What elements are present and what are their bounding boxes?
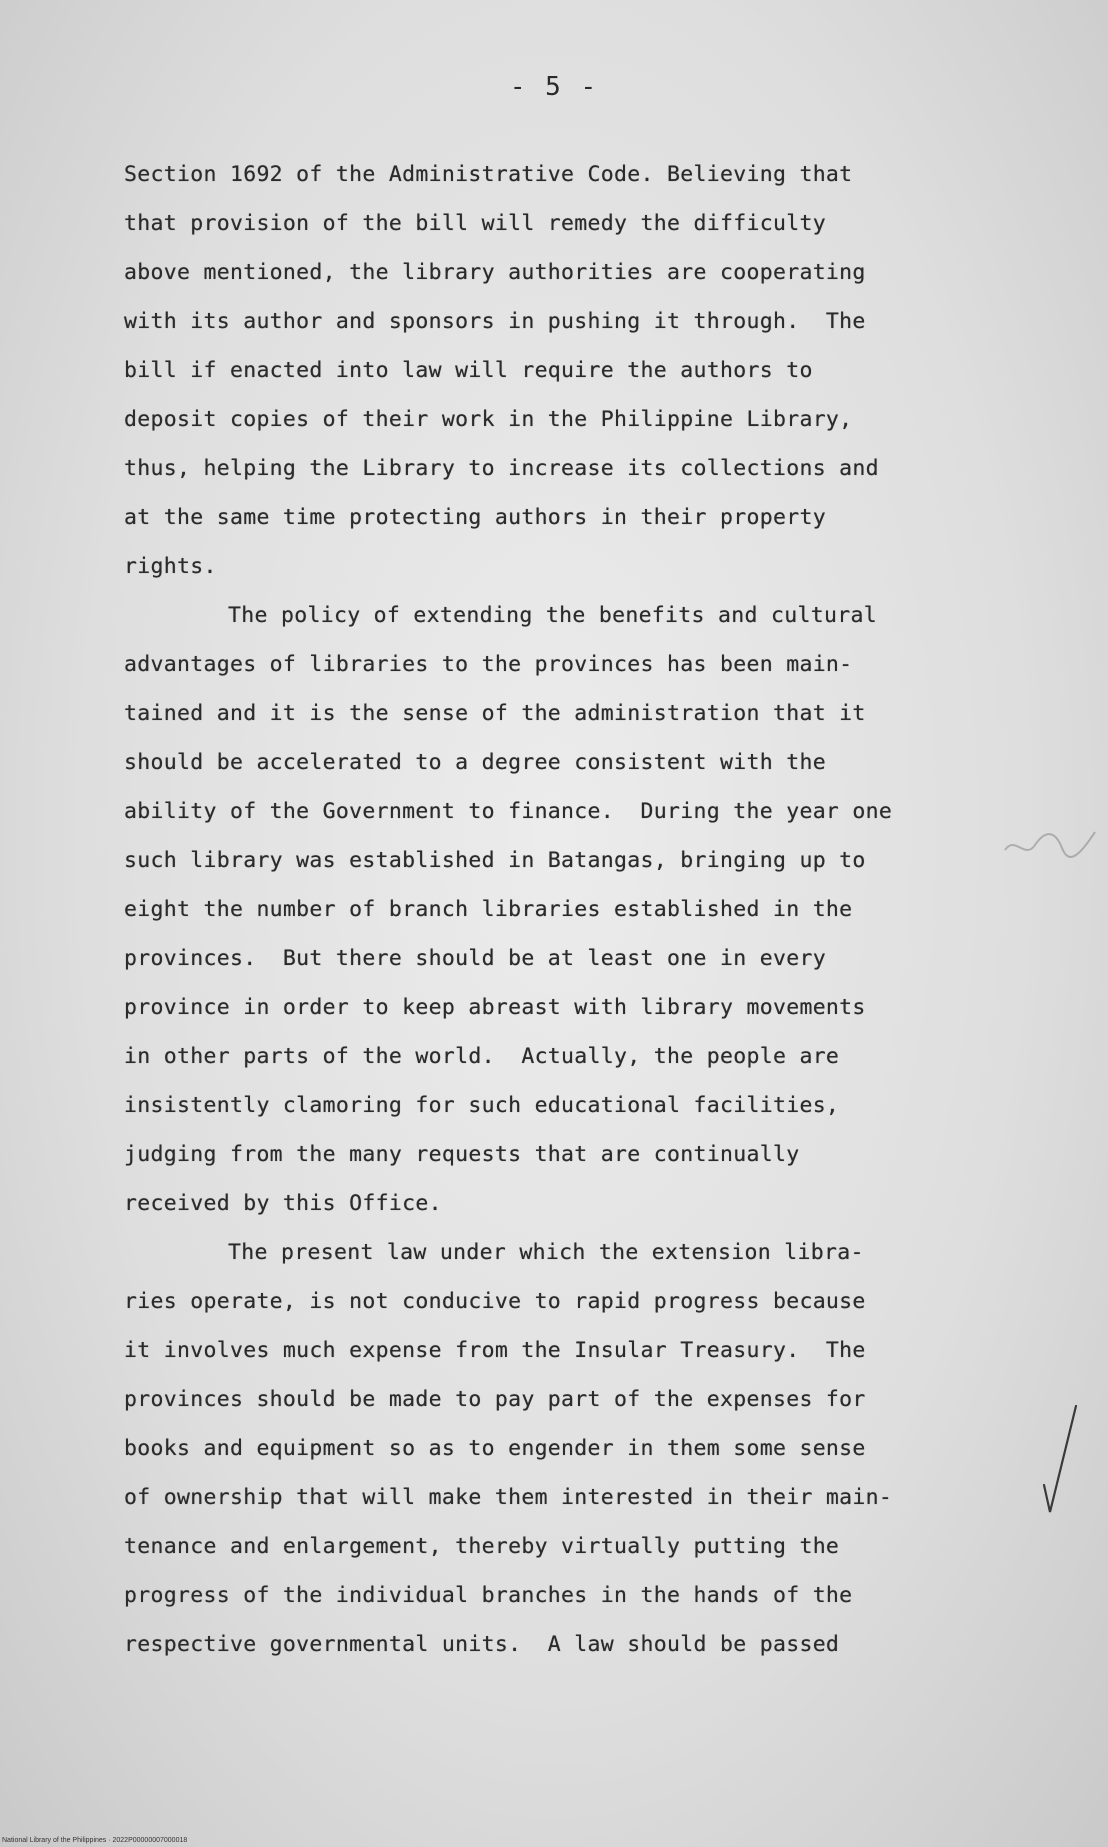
text-line: above mentioned, the library authorities are cooperating (124, 260, 866, 285)
text-line: that provision of the bill will remedy the difficulty (124, 211, 826, 236)
text-line: ability of the Government to finance. During the year one (124, 799, 893, 824)
checkmark-icon (1040, 1400, 1080, 1520)
text-line: tained and it is the sense of the administration that it (124, 701, 866, 726)
text-line: in other parts of the world. Actually, the people are (124, 1044, 840, 1069)
text-line: provinces should be made to pay part of the expenses for (124, 1387, 866, 1412)
text-line: received by this Office. (124, 1191, 442, 1216)
text-line: judging from the many requests that are continually (124, 1142, 800, 1167)
text-line: advantages of libraries to the provinces has been main- (124, 652, 853, 677)
text-line: it involves much expense from the Insular Treasury. The (124, 1338, 866, 1363)
text-line: progress of the individual branches in the hands of the (124, 1583, 853, 1608)
text-line: books and equipment so as to engender in them some sense (124, 1436, 866, 1461)
footer-credit: National Library of the Philippines · 2022P00000007000018 (2, 1837, 188, 1844)
text-line: insistently clamoring for such educational facilities, (124, 1093, 840, 1118)
text-line: deposit copies of their work in the Philippine Library, (124, 407, 853, 432)
text-line: respective governmental units. A law should be passed (124, 1632, 840, 1657)
text-line: The present law under which the extension libra- (228, 1240, 864, 1265)
text-line: should be accelerated to a degree consistent with the (124, 750, 826, 775)
text-line: with its author and sponsors in pushing it through. The (124, 309, 866, 334)
handwritten-note-icon (1000, 820, 1100, 870)
text-line: rights. (124, 554, 217, 579)
page-number: - 5 - (509, 72, 599, 102)
text-line: tenance and enlargement, thereby virtually putting the (124, 1534, 840, 1559)
text-line: of ownership that will make them interested in their main- (124, 1485, 893, 1510)
text-line: eight the number of branch libraries established in the (124, 897, 853, 922)
text-line: Section 1692 of the Administrative Code. Believing that (124, 162, 853, 187)
text-line: ries operate, is not conducive to rapid progress because (124, 1289, 866, 1314)
document-body (124, 150, 1024, 1669)
text-line: The policy of extending the benefits and cultural (228, 603, 877, 628)
text-line: province in order to keep abreast with library movements (124, 995, 866, 1020)
text-line: such library was established in Batangas, bringing up to (124, 848, 866, 873)
text-line: bill if enacted into law will require the authors to (124, 358, 813, 383)
text-line: at the same time protecting authors in their property (124, 505, 826, 530)
text-line: provinces. But there should be at least one in every (124, 946, 826, 971)
text-line: thus, helping the Library to increase its collections and (124, 456, 879, 481)
